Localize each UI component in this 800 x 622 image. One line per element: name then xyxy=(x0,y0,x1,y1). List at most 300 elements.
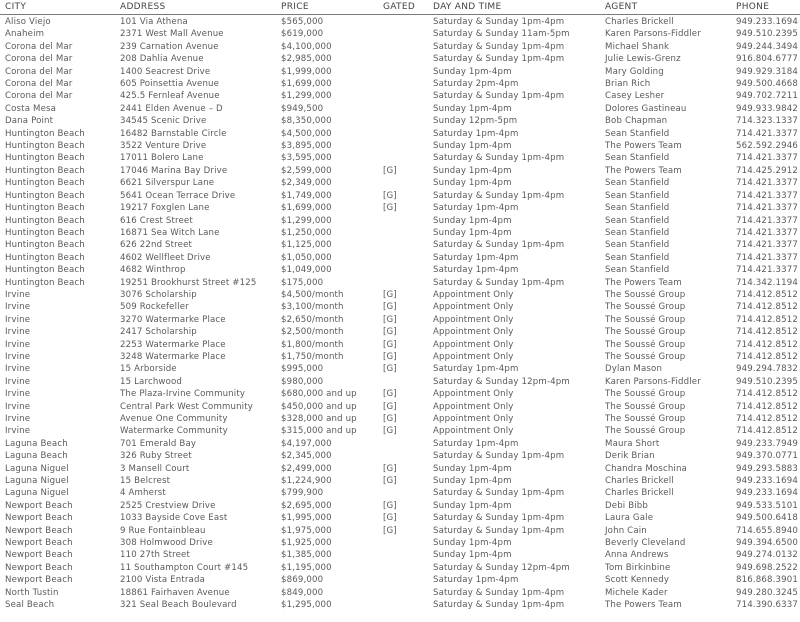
table-row xyxy=(0,66,800,78)
table-row xyxy=(0,277,800,289)
cell-day-and-time: Saturday & Sunday 1pm-4pm xyxy=(433,488,565,499)
cell-phone: 714.412.8512 xyxy=(736,414,798,424)
cell-price: $1,750/month xyxy=(281,351,344,362)
cell-price: $1,749,000 xyxy=(281,190,332,201)
cell-address: 5641 Ocean Terrace Drive xyxy=(120,190,236,201)
cell-agent: Sean Stanfield xyxy=(605,227,670,238)
cell-price: $995,000 xyxy=(281,364,324,375)
cell-address: 1033 Bayside Cove East xyxy=(120,513,228,524)
cell-day-and-time: Appointment Only xyxy=(433,302,514,313)
cell-agent: Brian Rich xyxy=(605,79,651,90)
cell-gated: [G] xyxy=(383,339,397,350)
table-row xyxy=(0,463,800,475)
cell-gated: [G] xyxy=(383,190,397,201)
cell-phone: 714.421.3377 xyxy=(736,227,798,238)
cell-agent: Sean Stanfield xyxy=(605,240,670,251)
cell-city: Irvine xyxy=(5,376,31,387)
table-row xyxy=(0,252,800,264)
table-row xyxy=(0,90,800,102)
cell-address: 17011 Bolero Lane xyxy=(120,153,204,164)
cell-agent: The Powers Team xyxy=(605,600,682,611)
cell-address: 308 Holmwood Drive xyxy=(120,538,213,549)
cell-price: $1,195,000 xyxy=(281,562,332,573)
cell-agent: The Soussé Group xyxy=(605,339,686,350)
cell-day-and-time: Saturday & Sunday 1pm-4pm xyxy=(433,525,565,536)
cell-address: 4 Amherst xyxy=(120,488,166,499)
cell-address: 2100 Vista Entrada xyxy=(120,575,205,586)
cell-phone: 949.510.2395 xyxy=(736,29,798,40)
cell-agent: Mary Golding xyxy=(605,66,664,77)
cell-gated: [G] xyxy=(383,463,397,474)
cell-address: 3270 Watermarke Place xyxy=(120,314,226,325)
cell-phone: 949.394.6500 xyxy=(736,538,798,549)
cell-price: $980,000 xyxy=(281,376,324,387)
cell-agent: Chandra Moschina xyxy=(605,463,687,474)
cell-city: Newport Beach xyxy=(5,538,73,549)
header-city: CITY xyxy=(5,2,27,12)
table-row xyxy=(0,41,800,53)
cell-city: Newport Beach xyxy=(5,562,73,573)
cell-address: Central Park West Community xyxy=(120,401,253,412)
cell-phone: 949.294.7832 xyxy=(736,364,798,375)
cell-address: 509 Rockefeller xyxy=(120,302,189,313)
cell-agent: John Cain xyxy=(605,525,647,536)
cell-city: Newport Beach xyxy=(5,525,73,536)
cell-price: $1,925,000 xyxy=(281,538,332,549)
cell-day-and-time: Appointment Only xyxy=(433,289,514,300)
cell-phone: 949.274.0132 xyxy=(736,550,798,561)
cell-phone: 949.233.1694 xyxy=(736,488,798,499)
table-row xyxy=(0,190,800,202)
cell-agent: Karen Parsons-Fiddler xyxy=(605,29,701,40)
cell-agent: Charles Brickell xyxy=(605,476,674,487)
cell-agent: Tom Birkinbine xyxy=(605,562,671,573)
cell-city: Corona del Mar xyxy=(5,54,73,65)
cell-day-and-time: Saturday & Sunday 1pm-4pm xyxy=(433,17,565,27)
cell-address: 3248 Watermarke Place xyxy=(120,351,226,362)
cell-agent: Michael Shank xyxy=(605,41,670,52)
table-row xyxy=(0,128,800,140)
table-row xyxy=(0,28,800,40)
cell-gated: [G] xyxy=(383,525,397,536)
cell-gated: [G] xyxy=(383,351,397,362)
cell-address: 3 Mansell Court xyxy=(120,463,190,474)
cell-agent: The Powers Team xyxy=(605,165,682,176)
table-row xyxy=(0,487,800,499)
cell-day-and-time: Saturday 1pm-4pm xyxy=(433,438,519,449)
cell-day-and-time: Sunday 1pm-4pm xyxy=(433,66,512,77)
table-row xyxy=(0,574,800,586)
cell-city: Newport Beach xyxy=(5,500,73,511)
cell-address: 15 Belcrest xyxy=(120,476,171,487)
cell-day-and-time: Saturday & Sunday 1pm-4pm xyxy=(433,54,565,65)
cell-address: 2525 Crestview Drive xyxy=(120,500,216,511)
cell-day-and-time: Sunday 1pm-4pm xyxy=(433,178,512,189)
cell-city: Laguna Niguel xyxy=(5,463,69,474)
cell-gated: [G] xyxy=(383,302,397,313)
cell-phone: 714.390.6337 xyxy=(736,600,798,611)
cell-city: Laguna Niguel xyxy=(5,488,69,499)
cell-address: 9 Rue Fontainbleau xyxy=(120,525,206,536)
cell-agent: Anna Andrews xyxy=(605,550,669,561)
cell-address: 15 Arborside xyxy=(120,364,177,375)
cell-city: Huntington Beach xyxy=(5,153,85,164)
cell-address: 2371 West Mall Avenue xyxy=(120,29,224,40)
cell-city: Seal Beach xyxy=(5,600,55,611)
cell-city: Irvine xyxy=(5,364,31,375)
cell-agent: Derik Brian xyxy=(605,451,655,462)
cell-price: $1,049,000 xyxy=(281,265,332,276)
cell-phone: 714.412.8512 xyxy=(736,389,798,400)
cell-day-and-time: Appointment Only xyxy=(433,327,514,338)
cell-day-and-time: Saturday & Sunday 1pm-4pm xyxy=(433,451,565,462)
cell-day-and-time: Saturday & Sunday 1pm-4pm xyxy=(433,41,565,52)
cell-city: Corona del Mar xyxy=(5,66,73,77)
cell-day-and-time: Saturday & Sunday 1pm-4pm xyxy=(433,153,565,164)
table-row xyxy=(0,16,800,28)
cell-agent: Sean Stanfield xyxy=(605,252,670,263)
cell-address: 3522 Venture Drive xyxy=(120,141,207,152)
cell-price: $3,895,000 xyxy=(281,141,332,152)
cell-day-and-time: Saturday 1pm-4pm xyxy=(433,252,519,263)
cell-phone: 816.868.3901 xyxy=(736,575,798,586)
cell-price: $4,100,000 xyxy=(281,41,332,52)
table-row xyxy=(0,376,800,388)
cell-day-and-time: Sunday 1pm-4pm xyxy=(433,165,512,176)
cell-agent: Sean Stanfield xyxy=(605,190,670,201)
cell-address: 425.5 Fernleaf Avenue xyxy=(120,91,220,102)
cell-address: 239 Carnation Avenue xyxy=(120,41,219,52)
cell-day-and-time: Saturday & Sunday 1pm-4pm xyxy=(433,240,565,251)
cell-phone: 949.698.2522 xyxy=(736,562,798,573)
cell-agent: Charles Brickell xyxy=(605,17,674,27)
cell-gated: [G] xyxy=(383,513,397,524)
cell-address: The Plaza-Irvine Community xyxy=(120,389,246,400)
cell-price: $1,699,000 xyxy=(281,79,332,90)
cell-price: $4,500/month xyxy=(281,289,344,300)
cell-price: $949,500 xyxy=(281,103,324,114)
cell-city: Irvine xyxy=(5,327,31,338)
cell-day-and-time: Sunday 1pm-4pm xyxy=(433,476,512,487)
cell-phone: 714.323.1337 xyxy=(736,116,798,127)
cell-city: Irvine xyxy=(5,289,31,300)
table-row xyxy=(0,103,800,115)
cell-price: $1,299,000 xyxy=(281,215,332,226)
cell-price: $1,385,000 xyxy=(281,550,332,561)
cell-city: Huntington Beach xyxy=(5,215,85,226)
table-row xyxy=(0,177,800,189)
cell-phone: 714.412.8512 xyxy=(736,314,798,325)
cell-agent: Dolores Gastineau xyxy=(605,103,687,114)
cell-phone: 949.929.3184 xyxy=(736,66,798,77)
table-row xyxy=(0,537,800,549)
cell-gated: [G] xyxy=(383,314,397,325)
cell-price: $1,699,000 xyxy=(281,203,332,214)
cell-city: Irvine xyxy=(5,389,31,400)
cell-price: $450,000 and up xyxy=(281,401,357,412)
cell-city: Huntington Beach xyxy=(5,141,85,152)
header-day-and-time: DAY AND TIME xyxy=(433,2,502,12)
cell-agent: The Soussé Group xyxy=(605,302,686,313)
table-row xyxy=(0,599,800,611)
cell-address: 605 Poinsettia Avenue xyxy=(120,79,220,90)
cell-phone: 714.655.8940 xyxy=(736,525,798,536)
cell-agent: Sean Stanfield xyxy=(605,128,670,139)
cell-phone: 714.421.3377 xyxy=(736,240,798,251)
cell-city: Newport Beach xyxy=(5,575,73,586)
cell-city: Corona del Mar xyxy=(5,41,73,52)
cell-city: Huntington Beach xyxy=(5,128,85,139)
cell-phone: 949.233.1694 xyxy=(736,476,798,487)
cell-city: Huntington Beach xyxy=(5,178,85,189)
table-row xyxy=(0,363,800,375)
cell-day-and-time: Saturday & Sunday 1pm-4pm xyxy=(433,513,565,524)
cell-address: 4602 Wellfleet Drive xyxy=(120,252,211,263)
cell-agent: Laura Gale xyxy=(605,513,654,524)
cell-phone: 714.421.3377 xyxy=(736,265,798,276)
cell-city: Aliso Viejo xyxy=(5,17,51,27)
cell-phone: 714.412.8512 xyxy=(736,327,798,338)
cell-phone: 949.233.1694 xyxy=(736,17,798,27)
cell-address: 17046 Marina Bay Drive xyxy=(120,165,228,176)
cell-city: Anaheim xyxy=(5,29,45,40)
cell-address: 15 Larchwood xyxy=(120,376,183,387)
table-row xyxy=(0,78,800,90)
cell-price: $3,595,000 xyxy=(281,153,332,164)
cell-price: $2,985,000 xyxy=(281,54,332,65)
cell-address: 2441 Elden Avenue – D xyxy=(120,103,223,114)
cell-day-and-time: Saturday 1pm-4pm xyxy=(433,265,519,276)
cell-day-and-time: Appointment Only xyxy=(433,314,514,325)
cell-phone: 714.421.3377 xyxy=(736,252,798,263)
cell-address: 326 Ruby Street xyxy=(120,451,192,462)
cell-city: Huntington Beach xyxy=(5,277,85,288)
cell-city: Newport Beach xyxy=(5,513,73,524)
cell-city: Irvine xyxy=(5,302,31,313)
cell-address: 34545 Scenic Drive xyxy=(120,116,207,127)
cell-city: Irvine xyxy=(5,351,31,362)
cell-gated: [G] xyxy=(383,364,397,375)
cell-phone: 714.425.2912 xyxy=(736,165,798,176)
cell-address: 321 Seal Beach Boulevard xyxy=(120,600,237,611)
table-row xyxy=(0,239,800,251)
cell-agent: Sean Stanfield xyxy=(605,215,670,226)
table-row xyxy=(0,425,800,437)
cell-price: $1,800/month xyxy=(281,339,344,350)
cell-phone: 949.244.3494 xyxy=(736,41,798,52)
cell-day-and-time: Saturday 2pm-4pm xyxy=(433,79,519,90)
cell-phone: 714.412.8512 xyxy=(736,351,798,362)
cell-price: $8,350,000 xyxy=(281,116,332,127)
cell-city: Newport Beach xyxy=(5,550,73,561)
table-row xyxy=(0,314,800,326)
cell-agent: Sean Stanfield xyxy=(605,265,670,276)
cell-phone: 562.592.2946 xyxy=(736,141,798,152)
cell-city: Corona del Mar xyxy=(5,79,73,90)
cell-gated: [G] xyxy=(383,500,397,511)
cell-address: 6621 Silverspur Lane xyxy=(120,178,215,189)
cell-city: Huntington Beach xyxy=(5,203,85,214)
cell-city: North Tustin xyxy=(5,587,59,598)
table-row xyxy=(0,115,800,127)
cell-day-and-time: Saturday & Sunday 1pm-4pm xyxy=(433,91,565,102)
table-row xyxy=(0,475,800,487)
cell-agent: Dylan Mason xyxy=(605,364,663,375)
cell-price: $2,499,000 xyxy=(281,463,332,474)
cell-phone: 949.500.6418 xyxy=(736,513,798,524)
cell-price: $175,000 xyxy=(281,277,324,288)
table-row xyxy=(0,140,800,152)
cell-city: Irvine xyxy=(5,401,31,412)
cell-price: $869,000 xyxy=(281,575,324,586)
cell-address: 16482 Barnstable Circle xyxy=(120,128,227,139)
cell-day-and-time: Saturday & Sunday 1pm-4pm xyxy=(433,600,565,611)
cell-day-and-time: Sunday 12pm-5pm xyxy=(433,116,518,127)
cell-agent: The Soussé Group xyxy=(605,351,686,362)
cell-day-and-time: Saturday & Sunday 1pm-4pm xyxy=(433,190,565,201)
cell-agent: The Soussé Group xyxy=(605,414,686,424)
cell-price: $4,500,000 xyxy=(281,128,332,139)
cell-phone: 949.370.0771 xyxy=(736,451,798,462)
cell-day-and-time: Saturday & Sunday 12pm-4pm xyxy=(433,562,570,573)
cell-agent: The Soussé Group xyxy=(605,327,686,338)
cell-city: Huntington Beach xyxy=(5,190,85,201)
cell-address: 1400 Seacrest Drive xyxy=(120,66,211,77)
cell-agent: Julie Lewis-Grenz xyxy=(605,54,681,65)
cell-day-and-time: Saturday & Sunday 1pm-4pm xyxy=(433,587,565,598)
cell-address: 16871 Sea Witch Lane xyxy=(120,227,220,238)
cell-agent: Karen Parsons-Fiddler xyxy=(605,376,701,387)
cell-day-and-time: Saturday & Sunday 1pm-4pm xyxy=(433,277,565,288)
cell-day-and-time: Saturday 1pm-4pm xyxy=(433,128,519,139)
cell-agent: Beverly Cleveland xyxy=(605,538,686,549)
cell-day-and-time: Saturday 1pm-4pm xyxy=(433,364,519,375)
cell-address: 2253 Watermarke Place xyxy=(120,339,226,350)
cell-address: 701 Emerald Bay xyxy=(120,438,197,449)
cell-day-and-time: Sunday 1pm-4pm xyxy=(433,103,512,114)
cell-agent: Sean Stanfield xyxy=(605,203,670,214)
cell-city: Irvine xyxy=(5,426,31,437)
cell-price: $2,500/month xyxy=(281,327,344,338)
cell-phone: 949.510.2395 xyxy=(736,376,798,387)
table-row xyxy=(0,413,800,425)
cell-day-and-time: Sunday 1pm-4pm xyxy=(433,227,512,238)
cell-price: $565,000 xyxy=(281,17,324,27)
cell-phone: 714.412.8512 xyxy=(736,289,798,300)
cell-day-and-time: Sunday 1pm-4pm xyxy=(433,550,512,561)
cell-day-and-time: Saturday & Sunday 11am-5pm xyxy=(433,29,570,40)
cell-day-and-time: Sunday 1pm-4pm xyxy=(433,215,512,226)
cell-day-and-time: Saturday & Sunday 12pm-4pm xyxy=(433,376,570,387)
cell-phone: 714.412.8512 xyxy=(736,401,798,412)
cell-city: Irvine xyxy=(5,339,31,350)
cell-phone: 949.533.5101 xyxy=(736,500,798,511)
cell-city: Huntington Beach xyxy=(5,227,85,238)
cell-price: $619,000 xyxy=(281,29,324,40)
cell-day-and-time: Saturday 1pm-4pm xyxy=(433,575,519,586)
cell-city: Laguna Beach xyxy=(5,438,68,449)
cell-city: Costa Mesa xyxy=(5,103,57,114)
cell-address: 18861 Fairhaven Avenue xyxy=(120,587,230,598)
table-row xyxy=(0,512,800,524)
table-row xyxy=(0,438,800,450)
cell-phone: 714.421.3377 xyxy=(736,215,798,226)
cell-phone: 714.421.3377 xyxy=(736,178,798,189)
table-row xyxy=(0,587,800,599)
cell-city: Irvine xyxy=(5,314,31,325)
table-row xyxy=(0,562,800,574)
header-gated: GATED xyxy=(383,2,416,12)
cell-city: Irvine xyxy=(5,414,31,424)
cell-day-and-time: Appointment Only xyxy=(433,351,514,362)
cell-city: Huntington Beach xyxy=(5,265,85,276)
header-agent: AGENT xyxy=(605,2,638,12)
cell-city: Laguna Niguel xyxy=(5,476,69,487)
cell-address: 3076 Scholarship xyxy=(120,289,197,300)
cell-gated: [G] xyxy=(383,165,397,176)
cell-city: Huntington Beach xyxy=(5,240,85,251)
table-row xyxy=(0,264,800,276)
cell-address: 19217 Foxglen Lane xyxy=(120,203,210,214)
cell-phone: 714.412.8512 xyxy=(736,339,798,350)
cell-agent: Michele Kader xyxy=(605,587,668,598)
cell-agent: Sean Stanfield xyxy=(605,153,670,164)
cell-price: $3,100/month xyxy=(281,302,344,313)
table-row xyxy=(0,202,800,214)
cell-agent: Maura Short xyxy=(605,438,660,449)
cell-address: 19251 Brookhurst Street #125 xyxy=(120,277,257,288)
table-row xyxy=(0,53,800,65)
cell-price: $2,349,000 xyxy=(281,178,332,189)
cell-city: Dana Point xyxy=(5,116,54,127)
table-row xyxy=(0,500,800,512)
cell-agent: The Soussé Group xyxy=(605,401,686,412)
cell-address: 616 Crest Street xyxy=(120,215,193,226)
cell-price: $849,000 xyxy=(281,587,324,598)
cell-agent: Casey Lesher xyxy=(605,91,665,102)
cell-phone: 916.804.6777 xyxy=(736,54,798,65)
cell-phone: 949.233.7949 xyxy=(736,438,798,449)
cell-city: Huntington Beach xyxy=(5,165,85,176)
cell-price: $680,000 and up xyxy=(281,389,357,400)
cell-city: Huntington Beach xyxy=(5,252,85,263)
cell-day-and-time: Sunday 1pm-4pm xyxy=(433,500,512,511)
cell-gated: [G] xyxy=(383,476,397,487)
cell-agent: Sean Stanfield xyxy=(605,178,670,189)
cell-day-and-time: Appointment Only xyxy=(433,401,514,412)
cell-agent: Charles Brickell xyxy=(605,488,674,499)
cell-price: $1,224,900 xyxy=(281,476,332,487)
table-row xyxy=(0,525,800,537)
cell-price: $2,599,000 xyxy=(281,165,332,176)
cell-price: $2,695,000 xyxy=(281,500,332,511)
cell-phone: 714.412.8512 xyxy=(736,302,798,313)
cell-price: $1,999,000 xyxy=(281,66,332,77)
cell-agent: The Powers Team xyxy=(605,141,682,152)
cell-day-and-time: Appointment Only xyxy=(433,389,514,400)
cell-price: $1,299,000 xyxy=(281,91,332,102)
cell-gated: [G] xyxy=(383,426,397,437)
cell-day-and-time: Sunday 1pm-4pm xyxy=(433,141,512,152)
cell-price: $1,995,000 xyxy=(281,513,332,524)
cell-agent: The Soussé Group xyxy=(605,289,686,300)
cell-price: $315,000 and up xyxy=(281,426,357,437)
cell-price: $1,975,000 xyxy=(281,525,332,536)
table-body xyxy=(0,16,800,612)
cell-phone: 714.421.3377 xyxy=(736,153,798,164)
cell-price: $799,900 xyxy=(281,488,324,499)
cell-price: $2,345,000 xyxy=(281,451,332,462)
